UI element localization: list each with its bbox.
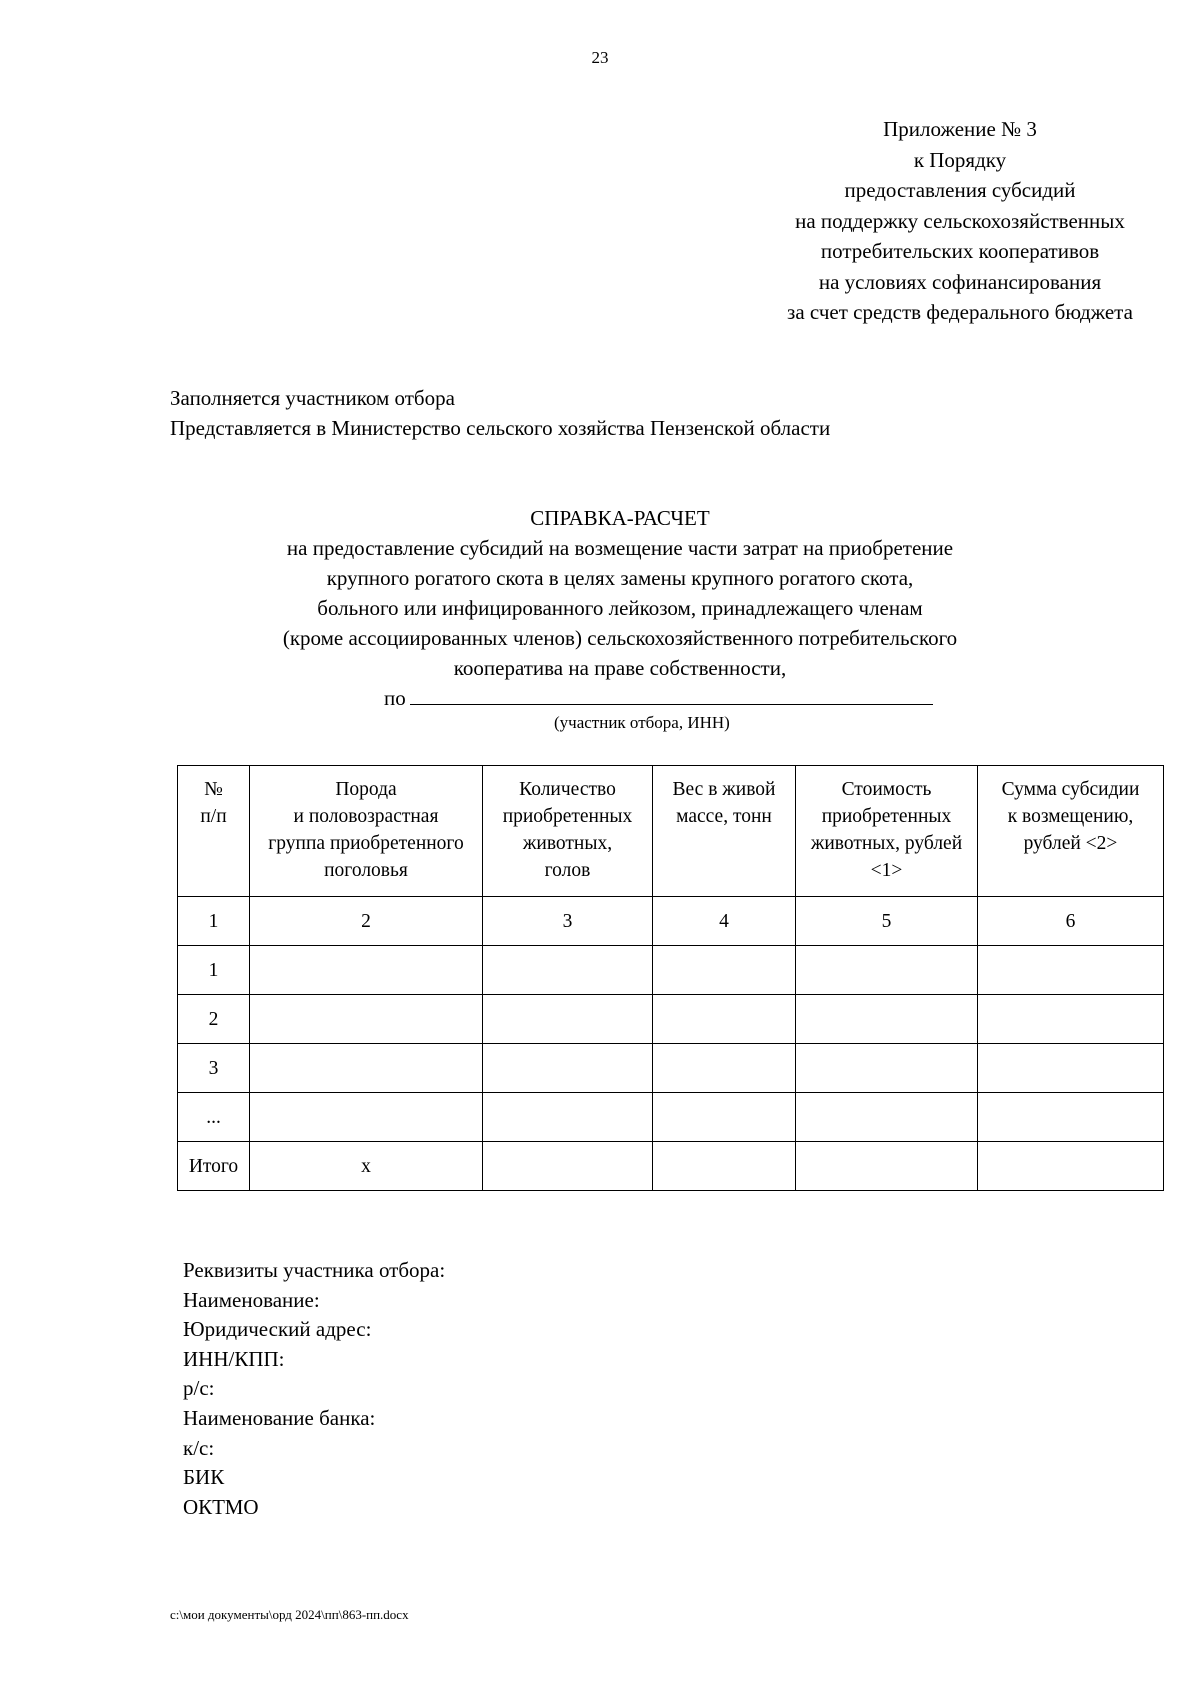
table-row [178,946,1164,995]
table-row [178,1044,1164,1093]
page-number: 23 [591,48,609,67]
table-cell[interactable] [250,1044,483,1093]
appendix-line: к Порядку [913,147,1007,172]
po-prefix: по [384,686,406,710]
requisite-field-label: ИНН/КПП: [183,1346,285,1371]
table-cell[interactable] [483,946,653,995]
requisite-field-label: Юридический адрес: [183,1317,372,1342]
fill-notes [170,383,830,443]
requisite-field-label: ОКТМО [183,1494,259,1519]
total-row [178,1142,1164,1191]
header-cell-quantity: Количество приобретенных животных, голов [483,766,653,897]
title-line: на предоставление субсидий на возмещение части затрат на приобретение [286,536,954,560]
row-number-cell: ... [178,1093,250,1142]
appendix-line: на поддержку сельскохозяйственных [795,208,1125,233]
row-number-cell: 2 [178,995,250,1044]
column-number-row [178,897,1164,946]
requisite-field-label: БИК [183,1465,225,1490]
total-label-cell: Итого [178,1142,250,1191]
column-number-cell: 2 [250,897,483,946]
participant-requisites [183,1256,445,1522]
document-title-block [170,503,1070,683]
requisite-field-label: р/с: [183,1376,215,1401]
table-cell[interactable] [250,995,483,1044]
table-cell[interactable] [796,1044,978,1093]
appendix-line: на условиях софинансирования [818,269,1102,294]
appendix-header [690,114,1200,328]
fill-note: Представляется в Министерство сельского хозяйства Пензенской области [170,416,831,440]
footer-file-path: c:\мои документы\орд 2024\пп\863-пп.docx [170,1607,409,1622]
fill-note: Заполняется участником отбора [170,386,455,410]
title-line: (кроме ассоциированных членов) сельскохозяйственного потребительского [282,626,958,650]
table-cell[interactable] [483,995,653,1044]
table-cell[interactable] [978,995,1164,1044]
header-cell-subsidy: Сумма субсидии к возмещению, рублей <2> [978,766,1164,897]
participant-blank-field[interactable] [410,684,933,705]
appendix-line: предоставления субсидий [844,178,1076,202]
table-cell[interactable] [653,1044,796,1093]
column-number-cell: 1 [178,897,250,946]
calculation-table [177,765,1164,1191]
table-cell[interactable] [978,1093,1164,1142]
participant-line [384,684,933,711]
table-cell[interactable] [483,1044,653,1093]
table-cell[interactable] [796,1142,978,1191]
participant-caption: (участник отбора, ИНН) [554,713,730,732]
appendix-line: Приложение № 3 [883,117,1037,141]
header-cell-weight: Вес в живой массе, тонн [653,766,796,897]
table-row [178,1093,1164,1142]
requisite-field-label: Наименование: [183,1287,320,1312]
table-cell[interactable] [250,946,483,995]
total-cross-cell: x [250,1142,483,1191]
header-cell-breed: Порода и половозрастная группа приобретенного поголовья [250,766,483,897]
table-cell[interactable] [796,946,978,995]
table-cell[interactable] [796,995,978,1044]
appendix-line: потребительских кооперативов [820,239,1100,263]
title-line: больного или инфицированного лейкозом, принадлежащего членам [317,596,923,620]
table-cell[interactable] [483,1142,653,1191]
requisites-heading: Реквизиты участника отбора: [183,1258,446,1282]
column-number-cell: 3 [483,897,653,946]
title-line: крупного рогатого скота в целях замены крупного рогатого скота, [326,566,914,590]
appendix-line: за счет средств федерального бюджета [787,300,1133,324]
table-cell[interactable] [978,946,1164,995]
table-cell[interactable] [796,1093,978,1142]
title-line: кооператива на праве собственности, [453,656,787,680]
table-cell[interactable] [978,1044,1164,1093]
table-header-row [178,766,1164,897]
header-cell-number: № п/п [178,766,250,897]
document-title: СПРАВКА-РАСЧЕТ [530,506,710,530]
table-cell[interactable] [653,946,796,995]
column-number-cell: 5 [796,897,978,946]
requisite-field-label: к/с: [183,1435,215,1460]
requisite-field-label: Наименование банка: [183,1405,376,1430]
table-cell[interactable] [653,995,796,1044]
header-cell-cost: Стоимость приобретенных животных, рублей <1> [796,766,978,897]
column-number-cell: 6 [978,897,1164,946]
table-cell[interactable] [653,1093,796,1142]
row-number-cell: 3 [178,1044,250,1093]
table-cell[interactable] [483,1093,653,1142]
table-cell[interactable] [653,1142,796,1191]
table-row [178,995,1164,1044]
column-number-cell: 4 [653,897,796,946]
row-number-cell: 1 [178,946,250,995]
table-cell[interactable] [250,1093,483,1142]
table-cell[interactable] [978,1142,1164,1191]
